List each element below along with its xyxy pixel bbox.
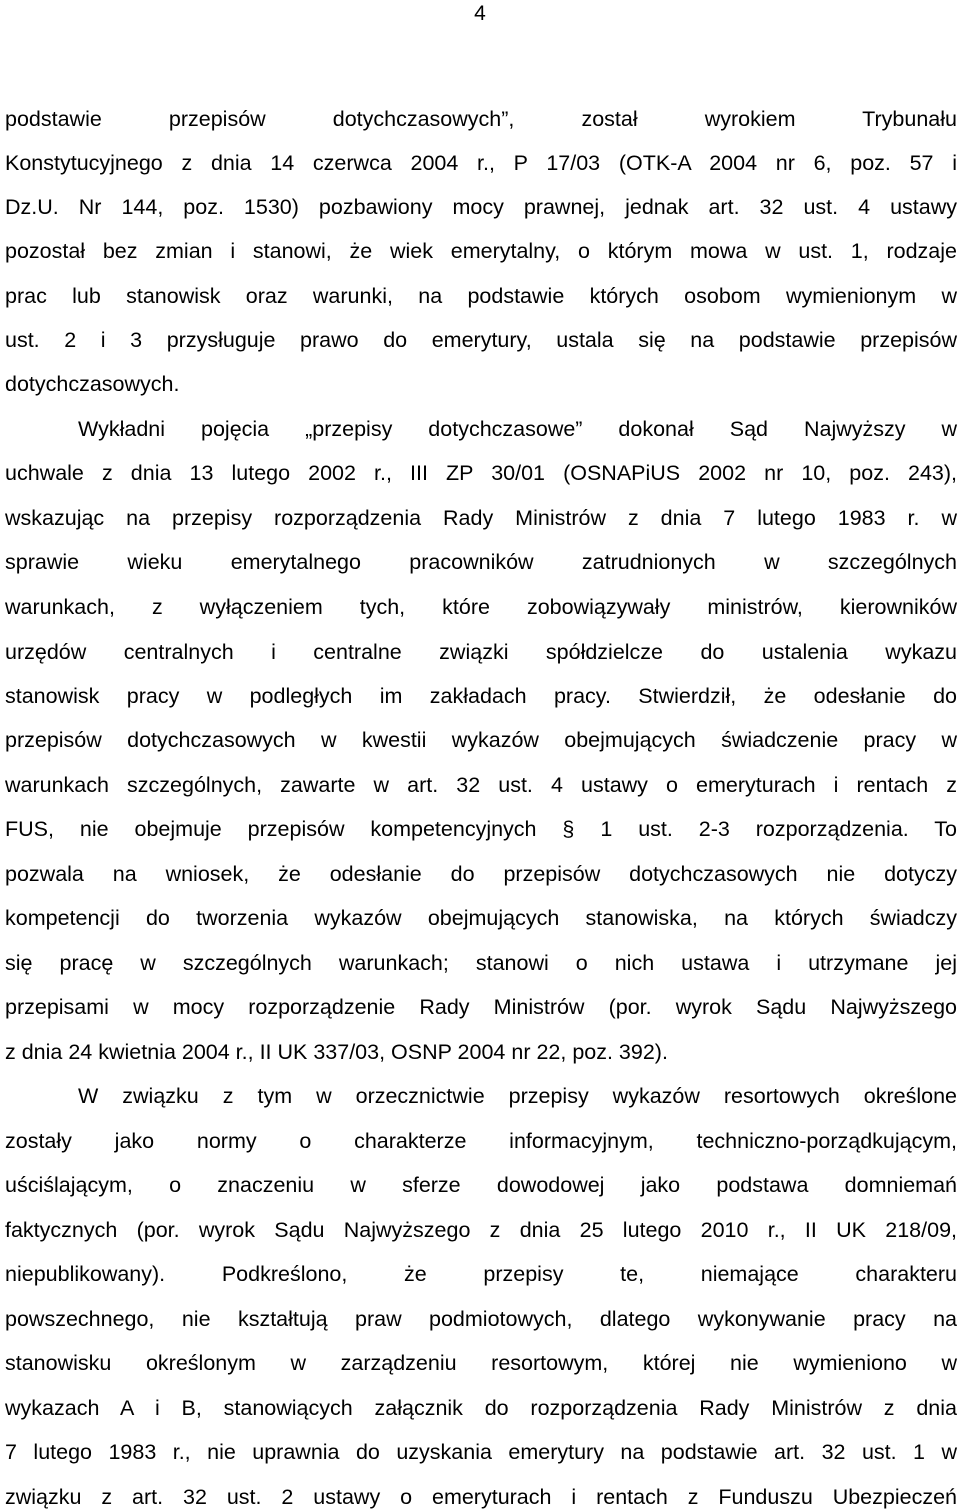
text-line: związku z art. 32 ust. 2 ustawy o emeryturach i rentach z Funduszu Ubezpieczeń (5, 1485, 957, 1509)
text-line: sprawie wieku emerytalnego pracowników zatrudnionych w szczególnych (5, 550, 957, 574)
text-line: stanowisk pracy w podległych im zakładach pracy. Stwierdził, że odesłanie do (5, 684, 957, 708)
text-line: niepublikowany). Podkreślono, że przepisy te, niemające charakteru (5, 1262, 957, 1286)
text-line: przepisami w mocy rozporządzenie Rady Ministrów (por. wyrok Sądu Najwyższego (5, 995, 957, 1019)
text-line: przepisów dotychczasowych w kwestii wykazów obejmujących świadczenie pracy w (5, 728, 957, 752)
page-number: 4 (474, 2, 486, 25)
text-line: uchwale z dnia 13 lutego 2002 r., III ZP 30/01 (OSNAPiUS 2002 nr 10, poz. 243), (5, 461, 957, 485)
text-line: Konstytucyjnego z dnia 14 czerwca 2004 r., P 17/03 (OTK-A 2004 nr 6, poz. 57 i (5, 151, 957, 175)
text-line: dotychczasowych. (5, 372, 180, 396)
text-line: urzędów centralnych i centralne związki spółdzielcze do ustalenia wykazu (5, 640, 957, 664)
text-line: Wykładni pojęcia „przepisy dotychczasowe” dokonał Sąd Najwyższy w (78, 417, 957, 441)
text-line: z dnia 24 kwietnia 2004 r., II UK 337/03, OSNP 2004 nr 22, poz. 392). (5, 1040, 668, 1064)
text-line: powszechnego, nie kształtują praw podmiotowych, dlatego wykonywanie pracy na (5, 1307, 957, 1331)
text-line: pozwala na wniosek, że odesłanie do przepisów dotychczasowych nie dotyczy (5, 862, 957, 886)
text-line: uściślającym, o znaczeniu w sferze dowodowej jako podstawa domniemań (5, 1173, 957, 1197)
text-line: zostały jako normy o charakterze informacyjnym, techniczno-porządkującym, (5, 1129, 957, 1153)
text-line: się pracę w szczególnych warunkach; stanowi o nich ustawa i utrzymane jej (5, 951, 957, 975)
text-line: kompetencji do tworzenia wykazów obejmujących stanowiska, na których świadczy (5, 906, 957, 930)
text-line: FUS, nie obejmuje przepisów kompetencyjnych § 1 ust. 2-3 rozporządzenia. To (5, 817, 957, 841)
text-line: pozostał bez zmian i stanowi, że wiek emerytalny, o którym mowa w ust. 1, rodzaje (5, 239, 957, 263)
text-line: warunkach szczególnych, zawarte w art. 32 ust. 4 ustawy o emeryturach i rentach z (5, 773, 957, 797)
text-line: podstawie przepisów dotychczasowych”, został wyrokiem Trybunału (5, 107, 957, 131)
text-line: Dz.U. Nr 144, poz. 1530) pozbawiony mocy prawnej, jednak art. 32 ust. 4 ustawy (5, 195, 957, 219)
text-line: ust. 2 i 3 przysługuje prawo do emerytury, ustala się na podstawie przepisów (5, 328, 957, 352)
text-line: faktycznych (por. wyrok Sądu Najwyższego z dnia 25 lutego 2010 r., II UK 218/09, (5, 1218, 957, 1242)
text-line: wykazach A i B, stanowiących załącznik do rozporządzenia Rady Ministrów z dnia (5, 1396, 957, 1420)
text-line: W związku z tym w orzecznictwie przepisy wykazów resortowych określone (78, 1084, 957, 1108)
text-line: wskazując na przepisy rozporządzenia Rady Ministrów z dnia 7 lutego 1983 r. w (5, 506, 957, 530)
text-line: prac lub stanowisk oraz warunki, na podstawie których osobom wymienionym w (5, 284, 957, 308)
text-line: 7 lutego 1983 r., nie uprawnia do uzyskania emerytury na podstawie art. 32 ust. 1 w (5, 1440, 957, 1464)
text-line: warunkach, z wyłączeniem tych, które zobowiązywały ministrów, kierowników (5, 595, 957, 619)
text-line: stanowisku określonym w zarządzeniu resortowym, której nie wymieniono w (5, 1351, 957, 1375)
